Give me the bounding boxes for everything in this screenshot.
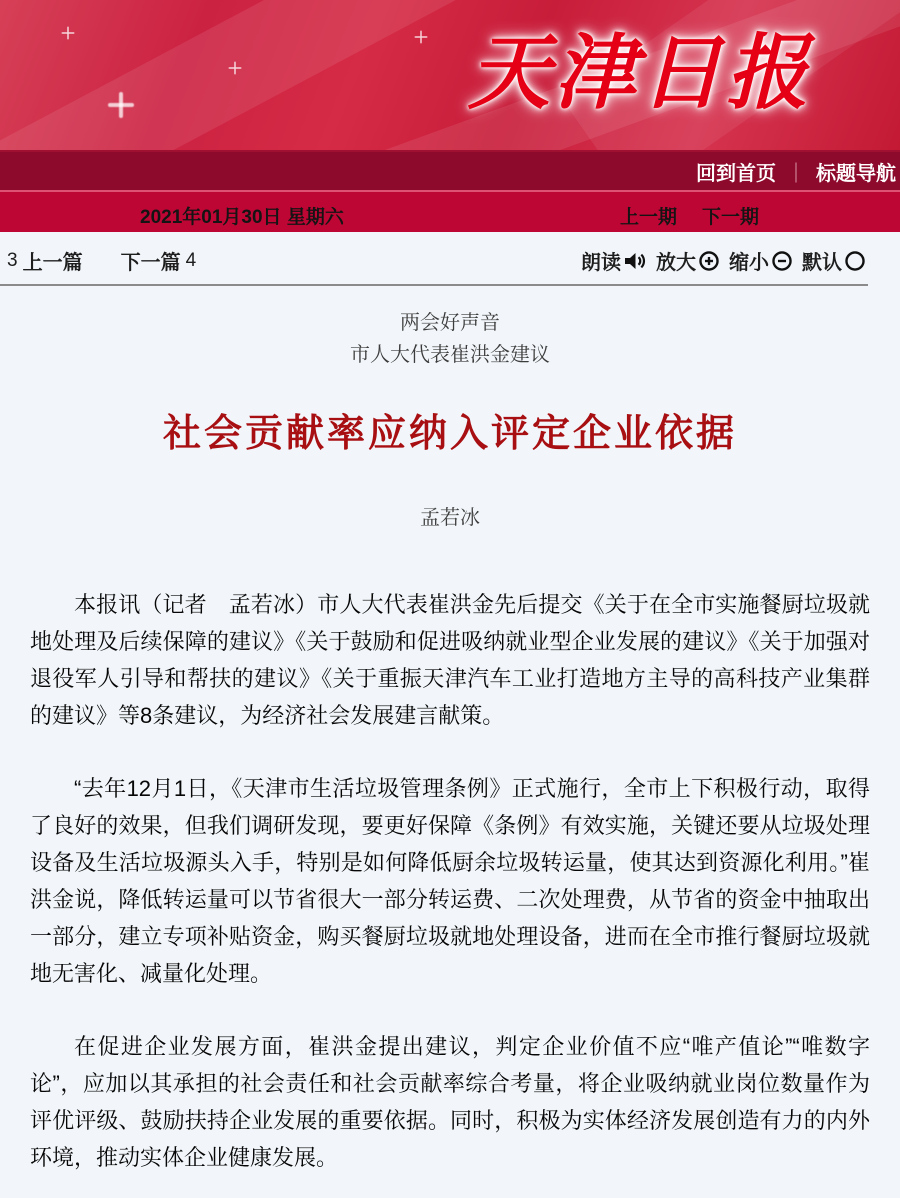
default-size-icon [844,250,866,272]
sparkle-icon [229,62,242,75]
next-article-link[interactable] [121,246,202,275]
masthead-banner [0,0,900,152]
article-paragraph: 本报讯（记者 孟若冰）市人大代表崔洪金先后提交《关于在全市实施餐厨垃圾就地处理及后续保障的建议》《关于鼓励和促进吸纳就业型企业发展的建议》《关于加强对退役军人引导和帮扶的建议》《关于重振天津汽车工业打造地方主导的高科技产业集群的建议》等8条建议，为经济社会发展建言献策。 [30,592,870,728]
article-body [30,586,870,1176]
sparkle-icon [62,27,75,40]
sparkle-icon [108,92,134,118]
article-author: 孟若冰 [420,507,480,529]
article-paragraph: 在促进企业发展方面，崔洪金提出建议，判定企业价值不应“唯产值论”“唯数字论”，应加以其承担的社会责任和社会贡献率综合考量，将企业吸纳就业岗位数量作为评优评级、鼓励扶持企业发展的重要依据。同时，积极为实体经济发展创造有力的内外环境，推动实体企业健康发展。 [30,1034,870,1170]
zoom-in-button[interactable] [656,246,720,275]
prev-article-link[interactable] [2,246,83,275]
top-nav-bar [0,152,900,190]
next-arrow-glyph: 4 [185,249,197,271]
zoom-in-icon [698,250,720,272]
back-to-home-link[interactable]: 回到首页 [696,162,776,185]
article-pager [2,246,201,275]
next-article-label: 下一篇 [120,252,181,274]
zoom-in-label: 放大 [656,252,696,274]
speaker-icon [623,249,647,273]
article-title: 社会贡献率应纳入评定企业依据 [162,413,737,455]
article-paragraph: “去年12月1日，《天津市生活垃圾管理条例》正式施行，全市上下积极行动，取得了良好的效果，但我们调研发现，要更好保障《条例》有效实施，关键还要从垃圾处理设备及生活垃圾源头入手，特别是如何降低厨余垃圾转运量，使其达到资源化利用。”崔洪金说，降低转运量可以节省很大一部分转运费、二次处理费，从节省的资金中抽取出一部分，建立专项补贴资金，购买餐厨垃圾就地处理设备，进而在全市推行餐厨垃圾就地无害化、减量化处理。 [30,776,870,986]
issue-date: 2021年01月30日 星期六 [140,207,344,228]
banner-streak [0,0,468,152]
zoom-out-label: 缩小 [729,252,769,274]
zoom-out-button[interactable] [729,246,793,275]
view-controls [572,246,866,275]
issue-date-bar [0,190,900,232]
zoom-out-icon [771,250,793,272]
article-toolbar [0,246,868,286]
read-aloud-button[interactable] [581,246,647,275]
newspaper-logo: 天津日报 [468,25,812,121]
kicker-line-2: 市人大代表崔洪金建议 [350,344,550,366]
default-size-button[interactable] [802,246,866,275]
next-issue-link[interactable]: 下一期 [702,207,760,228]
article-container [0,286,900,1176]
default-size-label: 默认 [802,252,842,274]
nav-separator: ｜ [786,162,806,185]
read-aloud-label: 朗读 [581,252,621,274]
prev-arrow-glyph: 3 [7,249,18,271]
title-navigation-link[interactable]: 标题导航 [816,162,896,185]
kicker-line-1: 两会好声音 [400,312,500,334]
sparkle-icon [415,31,428,44]
prev-article-label: 上一篇 [22,252,83,274]
prev-issue-link[interactable]: 上一期 [620,207,678,228]
